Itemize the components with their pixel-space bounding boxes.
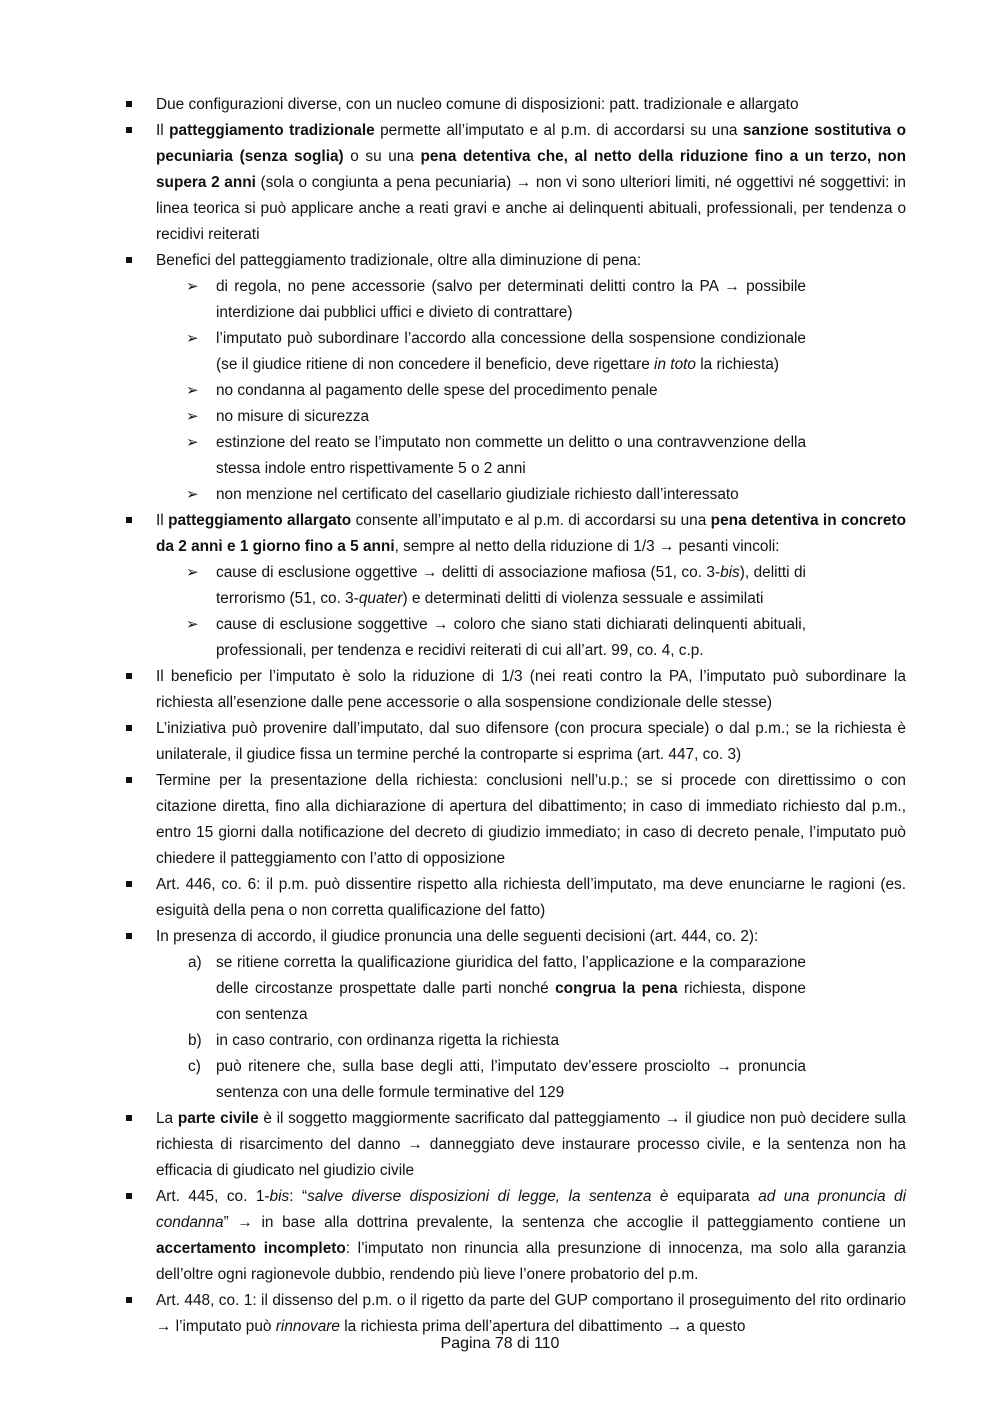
bullet-text xyxy=(156,664,906,716)
square-bullet-icon xyxy=(126,517,132,523)
item-letter: c) xyxy=(188,1058,201,1075)
text-segment: patteggiamento allargato xyxy=(168,512,352,529)
arrowhead-bullet-icon: ➢ xyxy=(186,564,199,581)
bullet-text xyxy=(156,92,906,118)
sub-item xyxy=(0,274,906,326)
text-segment: richiesta, dispone con sentenza xyxy=(216,980,806,1023)
bullet-text xyxy=(156,872,906,924)
text-segment: (sola o congiunta a pena pecuniaria) → non vi sono ulteriori limiti, né oggettivi né soggettivi: in linea teorica si può applicare anche a reati gravi e anche ai delinquenti abituali, professionali, per tendenza o recidivi reiterati xyxy=(156,174,906,243)
text-segment: Due configurazioni diverse, con un nucleo comune di disposizioni: patt. tradizionale e allargato xyxy=(156,96,799,113)
text-segment: equiparata xyxy=(668,1188,759,1205)
text-segment: l’imputato può subordinare l’accordo alla concessione della sospensione condizionale (se il giudice ritiene di non concedere il beneficio, deve rigettare xyxy=(216,330,806,373)
text-segment: Il beneficio per l’imputato è solo la riduzione di 1/3 (nei reati contro la PA, l’imputato può subordinare la richiesta all’esenzione dalle pene accessorie o alla sospensione condizionale delle stesse) xyxy=(156,668,906,711)
arrowhead-bullet-icon: ➢ xyxy=(186,330,199,347)
text-segment: rinnovare xyxy=(275,1318,340,1335)
text-segment: ” → in base alla dottrina prevalente, la sentenza che accoglie il patteggiamento contiene un xyxy=(223,1214,906,1231)
text-segment: se ritiene corretta la qualificazione giuridica del fatto, l’applicazione e la comparazione delle circostanze prospettate dalle parti nonché xyxy=(216,954,806,997)
text-segment: Art. 446, co. 6: il p.m. può dissentire rispetto alla richiesta dell’imputato, ma deve enunciarne le ragioni (es. esiguità della pena o non corretta qualificazione del fatto) xyxy=(156,876,906,919)
square-bullet-icon xyxy=(126,933,132,939)
text-segment: congrua la pena xyxy=(555,980,678,997)
bullet-text xyxy=(156,924,906,950)
text-segment: la richiesta) xyxy=(695,356,779,373)
text-segment: estinzione del reato se l’imputato non commette un delitto o una contravvenzione della stessa indole entro rispettivamente 5 o 2 anni xyxy=(216,434,806,477)
bullet-item xyxy=(0,924,1000,1106)
bullet-item xyxy=(0,92,1000,118)
sub-item xyxy=(0,482,906,508)
text-segment: permette all’imputato e al p.m. di accordarsi su una xyxy=(374,122,743,139)
text-segment: : l’imputato non rinuncia alla presunzione di innocenza, ma solo alla garanzia dell’oltre ogni ragionevole dubbio, rendendo più lieve l’onere probatorio del p.m. xyxy=(156,1240,906,1283)
text-segment: no misure di sicurezza xyxy=(216,408,370,425)
text-segment: Il xyxy=(156,512,169,529)
text-segment: salve diverse disposizioni di legge, la sentenza è xyxy=(307,1188,669,1205)
bullet-text xyxy=(156,768,906,872)
arrowhead-bullet-icon: ➢ xyxy=(186,278,199,295)
arrow-sub-list xyxy=(156,274,906,508)
bullet-item xyxy=(0,248,1000,508)
text-segment: no condanna al pagamento delle spese del procedimento penale xyxy=(216,382,658,399)
text-segment: Benefici del patteggiamento tradizionale, oltre alla diminuzione di pena: xyxy=(156,252,642,269)
text-segment: Il xyxy=(156,122,170,139)
arrowhead-bullet-icon: ➢ xyxy=(186,486,199,503)
text-segment: cause di esclusione soggettive → coloro che siano stati dichiarati delinquenti abituali, professionali, per tendenza e recidivi reiterati di cui all’art. 99, co. 4, c.p. xyxy=(216,616,806,659)
bullet-item xyxy=(0,716,1000,768)
text-segment: Art. 448, co. 1: il dissenso del p.m. o il rigetto da parte del GUP comportano il proseguimento del rito ordinario → l’imputato può xyxy=(156,1292,906,1335)
text-segment: : “ xyxy=(289,1188,308,1205)
document-page xyxy=(0,92,1000,1340)
text-segment: Termine per la presentazione della richiesta: conclusioni nell’u.p.; se si procede con direttissimo o con citazione diretta, fino alla dichiarazione di apertura del dibattimento; in caso di immediato richiesto dal p.m., entro 15 giorni dalla notificazione del decreto di giudizio immediato; in caso di decreto penale, l’imputato può chiedere il patteggiamento con l’atto di opposizione xyxy=(156,772,906,867)
text-segment: la richiesta prima dell’apertura del dibattimento → a questo xyxy=(339,1318,746,1335)
lettered-item xyxy=(0,1054,906,1106)
square-bullet-icon xyxy=(126,777,132,783)
item-letter: b) xyxy=(188,1032,202,1049)
text-segment: ) e determinati delitti di violenza sessuale e assimilati xyxy=(402,590,764,607)
text-segment: consente all’imputato e al p.m. di accordarsi su una xyxy=(351,512,711,529)
bullet-item xyxy=(0,118,1000,248)
sub-item xyxy=(0,560,906,612)
bullet-text xyxy=(156,1106,906,1184)
sub-item xyxy=(0,378,906,404)
text-segment: può ritenere che, sulla base degli atti, l’imputato dev’essere prosciolto → pronuncia sentenza con una delle formule terminative del 129 xyxy=(216,1058,806,1101)
lettered-item xyxy=(0,950,906,1028)
bullet-text xyxy=(156,508,906,560)
square-bullet-icon xyxy=(126,673,132,679)
text-segment: patteggiamento tradizionale xyxy=(169,122,375,139)
text-segment: , sempre al netto della riduzione di 1/3 → pesanti vincoli: xyxy=(394,538,780,555)
text-segment: non menzione nel certificato del casellario giudiziale richiesto dall’interessato xyxy=(216,486,739,503)
text-segment: parte civile xyxy=(177,1110,259,1127)
sub-item xyxy=(0,612,906,664)
arrowhead-bullet-icon: ➢ xyxy=(186,434,199,451)
main-bullet-list xyxy=(0,92,1000,1340)
square-bullet-icon xyxy=(126,725,132,731)
text-segment: bis xyxy=(720,564,740,581)
text-segment: è il soggetto maggiormente sacrificato dal patteggiamento → il giudice non può decidere sulla richiesta di risarcimento del danno → danneggiato deve instaurare processo civile, e la sentenza non ha efficacia di giudicato nel giudizio civile xyxy=(156,1110,906,1179)
square-bullet-icon xyxy=(126,101,132,107)
text-segment: in toto xyxy=(654,356,696,373)
text-segment: ), delitti di terrorismo (51, co. 3- xyxy=(216,564,806,607)
text-segment: pena detentiva in concreto da 2 anni e 1 giorno fino a 5 anni xyxy=(156,512,906,555)
text-segment: pena detentiva che, al netto della riduzione fino a un terzo, non supera 2 anni xyxy=(156,148,906,191)
sub-item xyxy=(0,404,906,430)
text-segment: accertamento incompleto xyxy=(156,1240,346,1257)
text-segment: La xyxy=(156,1110,178,1127)
item-letter: a) xyxy=(188,954,202,971)
bullet-item xyxy=(0,664,1000,716)
bullet-item xyxy=(0,768,1000,872)
square-bullet-icon xyxy=(126,1297,132,1303)
arrow-sub-list xyxy=(156,560,906,664)
text-segment: sanzione sostitutiva o pecuniaria (senza soglia) xyxy=(156,122,906,165)
text-segment: cause di esclusione oggettive → delitti di associazione mafiosa (51, co. 3- xyxy=(216,564,721,581)
arrowhead-bullet-icon: ➢ xyxy=(186,616,199,633)
arrowhead-bullet-icon: ➢ xyxy=(186,408,199,425)
bullet-text xyxy=(156,716,906,768)
text-segment: In presenza di accordo, il giudice pronuncia una delle seguenti decisioni (art. 444, co. 2): xyxy=(156,928,759,945)
text-segment: ad una pronuncia di condanna xyxy=(156,1188,906,1231)
sub-item xyxy=(0,430,906,482)
text-segment: bis xyxy=(269,1188,290,1205)
bullet-text xyxy=(156,1184,906,1288)
page-footer: Pagina 78 di 110 xyxy=(440,1335,560,1352)
square-bullet-icon xyxy=(126,881,132,887)
square-bullet-icon xyxy=(126,127,132,133)
sub-item xyxy=(0,326,906,378)
bullet-text xyxy=(156,248,906,274)
text-segment: quater xyxy=(358,590,403,607)
bullet-item xyxy=(0,1184,1000,1288)
text-segment: L’iniziativa può provenire dall’imputato, dal suo difensore (con procura speciale) o dal p.m.; se la richiesta è unilaterale, il giudice fissa un termine perché la controparte si esprima (art. 447, co. 3) xyxy=(156,720,906,763)
bullet-item xyxy=(0,872,1000,924)
lettered-item xyxy=(0,1028,906,1054)
text-segment: o su una xyxy=(343,148,421,165)
text-segment: Art. 445, co. 1- xyxy=(156,1188,270,1205)
bullet-text xyxy=(156,118,906,248)
square-bullet-icon xyxy=(126,1193,132,1199)
arrowhead-bullet-icon: ➢ xyxy=(186,382,199,399)
text-segment: di regola, no pene accessorie (salvo per determinati delitti contro la PA → possibile interdizione dai pubblici uffici e divieto di contrattare) xyxy=(216,278,806,321)
lettered-sub-list xyxy=(156,950,906,1106)
square-bullet-icon xyxy=(126,257,132,263)
bullet-item xyxy=(0,508,1000,664)
bullet-item xyxy=(0,1106,1000,1184)
text-segment: in caso contrario, con ordinanza rigetta la richiesta xyxy=(216,1032,560,1049)
square-bullet-icon xyxy=(126,1115,132,1121)
